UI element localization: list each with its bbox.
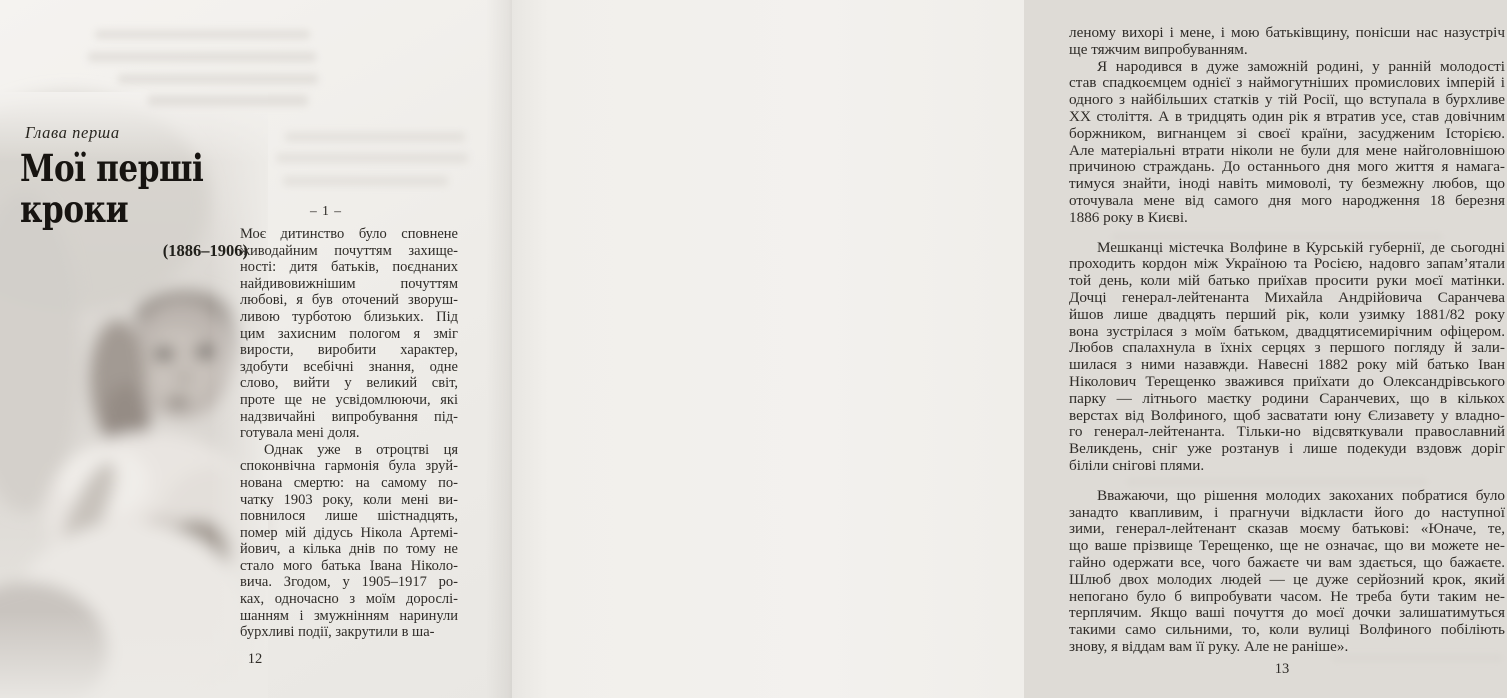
text-line: споконвічна гармонія була зруй- [240,458,458,475]
chapter-label: Глава перша [25,123,120,142]
text-line: йшов лише двадцять перший рік, коли узимку 1881/82 року [1069,305,1505,323]
text-line: стало мого батька Івана Ніколо- [240,557,458,574]
text-line: Мешканці містечка Волфине в Курській губернії, де сьогодні [1097,238,1505,256]
text-line: помер мій дідусь Нікола Артемі- [240,524,458,541]
text-line: парку — літнього маєтку родини Саранчевих, що в кількох [1069,389,1505,407]
page-showthrough [95,30,310,39]
page-number-left: 12 [247,651,263,667]
paragraph [1069,25,1505,59]
text-line: Шлюб двох молодих людей — це дуже серйозний крок, який [1069,570,1505,588]
chapter-title [20,148,203,230]
text-line: Дочці генерал-лейтенанта Михайла Андрійовича Саранчева [1069,288,1505,306]
right-text-column [1069,25,1505,656]
text-line: Але матеріальні втрати ніколи не були для мене найголовнішою [1069,141,1505,159]
text-line: Вважаючи, що рішення молодих закоханих побратися було [1097,486,1505,504]
text-line: Однак уже в отроцтві ця [264,441,458,458]
text-line: шилася з ними назавжди. Навесні 1882 року мій батько Іван [1069,356,1505,374]
section-marker: – 1 – [310,203,342,218]
text-line: шанням і змужнінням наринули [240,607,458,624]
paragraph [240,226,458,442]
text-line: проте ще не усвідомлюючи, які [240,391,458,408]
text-line: причиною страждань. До останнього дня мого життя я намага- [1069,158,1505,176]
text-line: ще тяжчим випробуванням. [1069,40,1248,58]
text-line: що ваше прізвище Терещенко, ще не означає, що ви можете не- [1069,537,1505,555]
left-paragraphs [240,226,458,641]
text-line: готувала мені доля. [240,425,360,442]
text-line: найдивовижнішим почуттям [240,275,458,292]
text-line: знову, я віддам вам її руку. Але не раніше». [1069,637,1349,655]
text-line: ності: дитя батьків, поєднаних [240,259,458,276]
chapter-date-range: (1886–1906) [162,241,248,260]
text-line: вирости, виробити характер, [240,342,458,359]
text-line: Великдень, сніг уже розтанув і лише подекуди вздовж доріг [1069,440,1505,458]
text-line: бурхливі події, закрутили в ша- [240,624,435,641]
text-line: ливою турботою близьких. Під [240,308,458,325]
text-line: ках, одночасно з моїм дорослі- [240,591,458,608]
paragraph [1069,240,1505,475]
text-line: оточувала мене від самого дня мого народження 18 березня [1069,191,1505,209]
page-showthrough [283,176,448,186]
text-line: вона зустрілася з моїм батьком, двадцятисемирічним офіцером. [1069,322,1505,340]
text-line: одного з найбільших статків у тій Росії, що вступала в бурхливе [1069,91,1505,109]
text-line: верстах від Волфиного, щоб засватати юну Єлизавету у владно- [1069,406,1505,424]
text-line: проходить кордон між Україною та Росією, надовго запам’ятали [1069,255,1505,273]
left-page [0,0,512,698]
page-number-right: 13 [1274,661,1290,677]
text-line: чатку 1903 року, коли мені ви- [240,491,458,508]
text-line: занадто квапливим, і прагнучи відкласти його до наступної [1069,503,1505,521]
text-line: Любов спалахнула в їхніх серцях з першого погляду й зали- [1069,339,1505,357]
paragraph [1069,59,1505,227]
text-line: йович, а кілька днів по тому не [240,541,458,558]
page-showthrough [276,153,468,163]
page-showthrough [148,95,308,106]
text-line: терплячим. Якщо ваші почуття до моєї дочки залишатимуться [1069,604,1505,622]
text-line: 1886 року в Києві. [1069,208,1188,226]
text-line: слово, вийти у великий світ, [240,375,458,392]
text-line: непогано було б випробувати часом. Не треба бути таким не- [1069,587,1505,605]
page-showthrough [88,52,316,62]
text-line: гайно одержати все, чого бажаєте чи вам здається, що бажаєте. [1069,553,1505,571]
text-line: такими само сильними, то, коли вулиці Волфиного побіліють [1069,621,1505,639]
paragraph [1069,488,1505,656]
text-line: біліли снігові плями. [1069,456,1205,474]
text-line: надзвичайні випробування під- [240,408,458,425]
chapter-title-line-2: кроки [20,187,129,231]
chapter-title-line-1: Мої перші [20,146,204,190]
text-line: зими, генерал-лейтенант сказав моєму батькові: «Юначе, те, [1069,520,1505,538]
paragraph [240,442,458,641]
right-page [512,0,1505,698]
text-line: той день, коли мій батько приїхав просити руки моєї матінки. [1069,272,1505,290]
text-line: став спадкоємцем однієї з наймогутніших промислових імперій і [1069,74,1505,92]
text-line: здобути всебічні знання, одне [240,358,458,375]
text-line: Ніколович Терещенко зважився приїхати до Олександрівського [1069,372,1505,390]
text-line: цим захисним пологом я зміг [240,325,458,342]
page-showthrough [285,132,465,142]
text-line: тимуся знайти, іноді навіть мимоволі, ту безмежну любов, що [1069,175,1505,193]
text-line: повнилося лише шістнадцять, [240,508,458,525]
left-text-column [240,203,458,641]
text-line: нована смертю: на самому по- [240,474,458,491]
text-line: вича. Згодом, у 1905–1917 ро- [240,574,458,591]
text-line: ХХ століття. А в тридцять один рік я втратив усе, став довічним [1069,107,1505,125]
text-line: Я народився в дуже заможній родині, у ранній молодості [1097,57,1505,75]
page-showthrough [118,74,318,84]
text-line: живодайним почуттям захище- [240,242,458,259]
text-line: леному вихорі і мене, і мою батьківщину, понісши нас назустріч [1069,24,1505,41]
text-line: го генерал-лейтенанта. Тільки-но відсвяткували православний [1069,423,1505,441]
text-line: Моє дитинство було сповнене [240,226,458,242]
text-line: любові, я був оточений зворуш- [240,292,458,309]
text-line: боржником, вигнанцем зі своєї країни, засудженим Історією. [1069,124,1505,142]
